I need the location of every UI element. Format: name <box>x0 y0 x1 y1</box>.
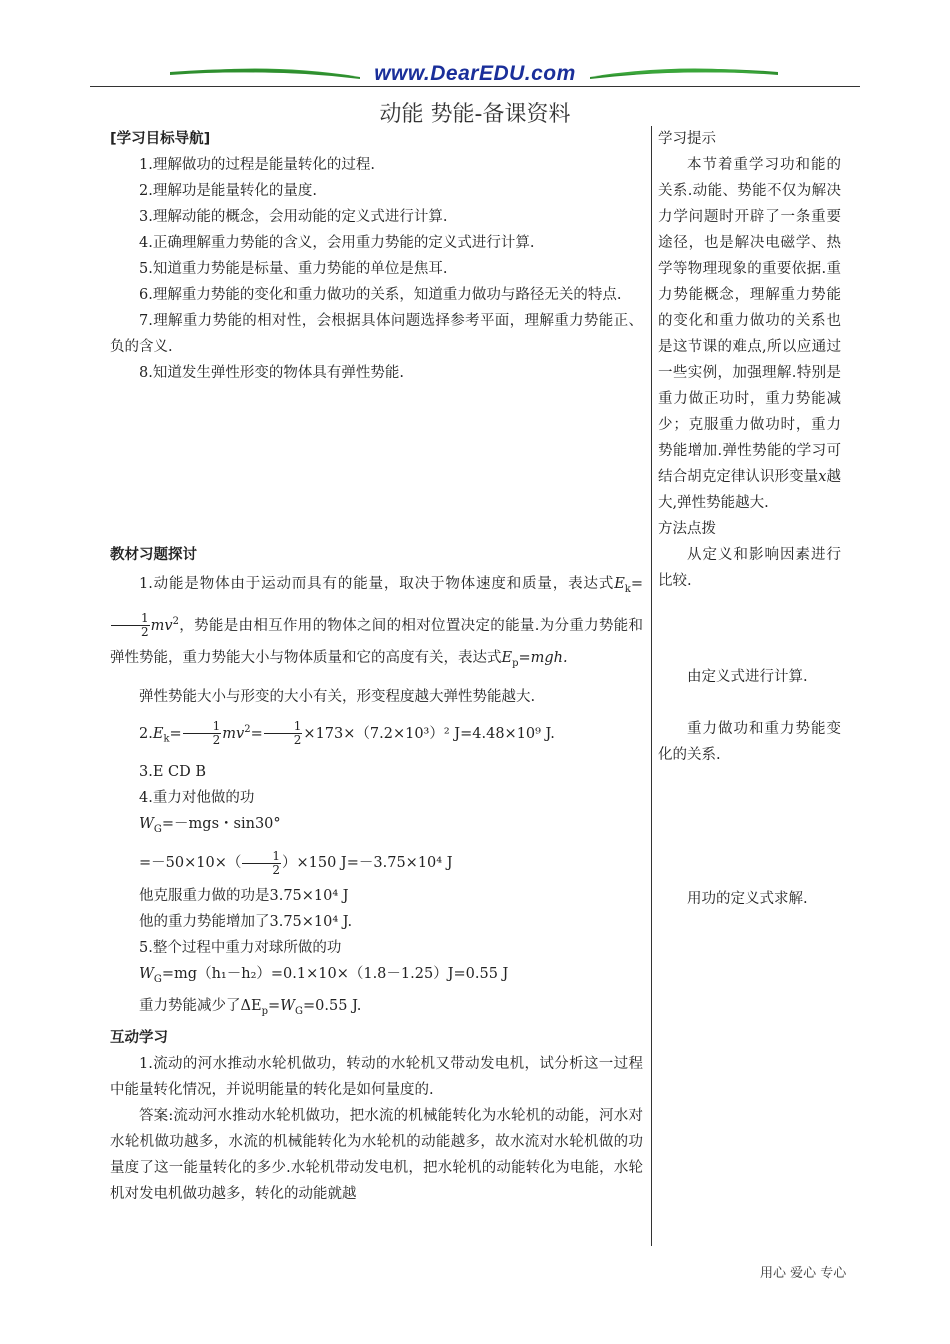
main-column <box>110 126 643 1207</box>
method-note-2: 由定义式进行计算. <box>687 669 808 685</box>
goal-item: 5.知道重力势能是标量、重力势能的单位是焦耳. <box>139 261 448 277</box>
sidebar-column <box>658 126 841 912</box>
goal-item: 3.理解动能的概念，会用动能的定义式进行计算. <box>139 209 448 225</box>
logo-text: www.DearEDU.com <box>374 62 576 85</box>
fraction-half: $\frac{1}{2}$ <box>111 612 150 639</box>
method-heading: 方法点拨 <box>658 521 716 537</box>
method-note-3: 重力做功和重力势能变化的关系. <box>658 721 841 763</box>
exercise-paragraph-2: 弹性势能大小与形变的大小有关，形变程度越大弹性势能越大. <box>139 688 536 705</box>
exercise-paragraph-11: $W_G=mg(h_1-h_2)=0.1\times 10\times(1.8-1.25)J=0.55$ J <box>139 966 509 986</box>
exercise-paragraph-4: 3.E CD B <box>139 764 207 781</box>
fraction-half: $\frac{1}{2}$ <box>264 720 303 747</box>
exercise-paragraph-12: 重力势能减少了$\Delta E_p=W_G=0.55$ J. <box>139 998 362 1017</box>
goal-item: 2.理解功是能量转化的量度. <box>139 183 317 199</box>
fraction-half: $\frac{1}{2}$ <box>183 720 222 747</box>
site-logo <box>170 60 780 88</box>
goal-item: 6.理解重力势能的变化和重力做功的关系，知道重力做功与路径无关的特点. <box>139 287 622 303</box>
goal-item: 8.知道发生弹性形变的物体具有弹性势能. <box>139 365 404 381</box>
method-note-4: 用功的定义式求解. <box>687 891 808 907</box>
goal-item: 1.理解做功的过程是能量转化的过程. <box>139 157 375 173</box>
tips-text: 本节着重学习功和能的关系.动能、势能不仅为解决力学问题时开辟了一条重要途径，也是解决电磁学、热学等物理现象的重要依据.重力势能概念，理解重力势能的变化和重力做功的关系也是这节课的难点,所以应通过一些实例，加强理解.特别是重力做正功时，重力势能减少；克服重力做功时，重力势能增加.弹性势能的学习可结合胡克定律认识形变量x越大,弹性势能越大. <box>658 157 842 511</box>
exercise-paragraph-5: 4.重力对他做的功 <box>139 790 255 807</box>
footer-motto: 用心 爱心 专心 <box>760 1266 847 1281</box>
goal-item: 4.正确理解重力势能的含义，会用重力势能的定义式进行计算. <box>139 235 535 251</box>
exercise-paragraph-3: $2.E_k=$ $\frac{1}{2}$ $mv^2=$ $\frac{1}{2}$ ×173×（7.2×10³）² J=4.48×10⁹ J. <box>139 718 555 747</box>
exercise-paragraph-7: =－50×10×（ $\frac{1}{2}$ ）×150 J=－3.75×10⁴ J <box>139 848 453 877</box>
tips-heading: 学习提示 <box>658 131 716 147</box>
column-divider <box>651 126 652 1246</box>
fraction-half: $\frac{1}{2}$ <box>242 850 281 877</box>
goal-item: 7.理解重力势能的相对性，会根据具体问题选择参考平面，理解重力势能正、负的含义. <box>110 313 643 355</box>
section-heading-exercises: 教材习题探讨 <box>110 547 197 563</box>
exercise-paragraph-6: $W_G=-mgs$・sin30° <box>139 816 281 836</box>
interactive-answer: 答案:流动河水推动水轮机做功，把水流的机械能转化为水轮机的动能，河水对水轮机做功越多，水流的机械能转化为水轮机的动能越多，故水流对水轮机做的功量度了这一能量转化的多少.水轮机带动发电机，把水轮机的动能转化为电能，水轮机对发电机做功越多，转化的动能就越 <box>110 1108 643 1202</box>
interactive-question: 1.流动的河水推动水轮机做功，转动的水轮机又带动发电机，试分析这一过程中能量转化情况，并说明能量的转化是如何量度的. <box>110 1056 643 1098</box>
exercise-paragraph-9: 他的重力势能增加了3.75×10⁴ J. <box>139 914 353 931</box>
header-rule <box>90 86 860 87</box>
page-title: 动能 势能-备课资料 <box>379 102 571 127</box>
exercise-paragraph-1: 1.动能是物体由于运动而具有的能量，取决于物体速度和质量，表达式$E_k=$ $\frac{1}{2}$ $mv^2$，势能是由相互作用的物体之间的相对位置决定的能量.为分重力势能和弹性势能，重力势能大小与物体质量和它的高度有关，表达式$E_p=mgh$. <box>110 576 643 669</box>
method-note-1: 从定义和影响因素进行比较. <box>658 547 841 589</box>
section-heading-goals: [学习目标导航] <box>110 131 211 147</box>
exercise-paragraph-10: 5.整个过程中重力对球所做的功 <box>139 940 342 957</box>
section-heading-interactive: 互动学习 <box>110 1030 168 1046</box>
exercise-paragraph-8: 他克服重力做的功是3.75×10⁴ J <box>139 888 349 905</box>
